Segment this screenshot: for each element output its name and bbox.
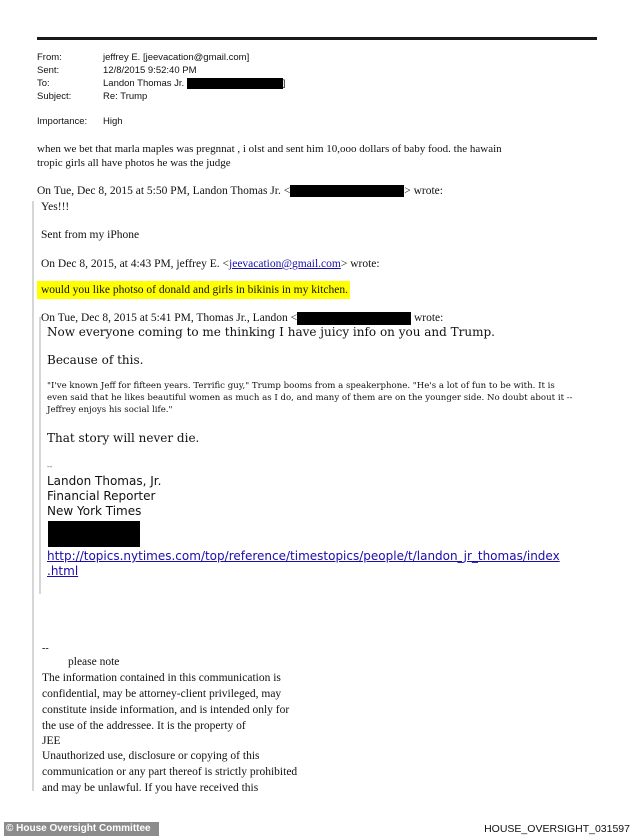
disclaimer-dash: --	[42, 643, 49, 654]
attribution-suffix: > wrote:	[340, 258, 380, 270]
redaction-block	[48, 521, 140, 547]
importance-value: High	[103, 116, 123, 127]
quote-border-outer	[32, 201, 34, 791]
document-id: HOUSE_OVERSIGHT_031597	[484, 823, 630, 835]
disclaimer-line: The information contained in this communication is	[42, 672, 281, 684]
header-rule	[37, 37, 597, 40]
header-to	[37, 77, 285, 90]
disclaimer-line: confidential, may be attorney-client privileged, may	[42, 688, 282, 700]
attribution-suffix: > wrote:	[404, 185, 443, 197]
highlighted-message	[37, 283, 350, 297]
sig-dash: --	[47, 462, 53, 471]
nytimes-profile-link-cont[interactable]: .html	[47, 564, 79, 578]
disclaimer-line: JEE	[42, 735, 61, 747]
quote-border-inner	[39, 317, 41, 594]
trump-quote-line-2: even said that he likes beautiful women as much as I do, and many of them are on the younger side. No doubt about it --	[47, 393, 573, 403]
redaction-block	[187, 78, 283, 89]
attribution-text: On Tue, Dec 8, 2015 at 5:41 PM, Thomas Jr., Landon <	[41, 312, 298, 324]
redaction-block	[290, 185, 404, 197]
quote2-line-2: Because of this.	[47, 353, 144, 367]
quote1-attribution	[37, 184, 443, 198]
to-suffix: ]	[282, 78, 286, 89]
nytimes-profile-link[interactable]: http://topics.nytimes.com/top/reference/timestopics/people/t/landon_jr_thomas/index	[47, 549, 560, 563]
attribution-text: On Tue, Dec 8, 2015 at 5:50 PM, Landon Thomas Jr. <	[37, 185, 291, 197]
copyright-credit: © House Oversight Committee	[4, 822, 159, 836]
quote1-attribution-2	[41, 257, 380, 271]
quote2-attribution	[41, 311, 443, 325]
from-value: jeffrey E. [jeevacation@gmail.com]	[103, 52, 250, 63]
header-sent	[37, 64, 197, 77]
disclaimer-line: communication or any part thereof is strictly prohibited	[42, 766, 298, 778]
header-from	[37, 51, 249, 64]
disclaimer-note: please note	[68, 656, 120, 668]
trump-quote-line-3: Jeffrey enjoys his social life."	[47, 405, 173, 415]
disclaimer-line: Unauthorized use, disclosure or copying of this	[42, 750, 260, 762]
sig-title: Financial Reporter	[47, 489, 156, 503]
header-subject	[37, 90, 147, 103]
disclaimer-line: the use of the addressee. It is the property of	[42, 720, 246, 732]
sig-link-line-1[interactable]	[47, 549, 560, 564]
attribution-suffix: wrote:	[411, 312, 444, 324]
subject-label: Subject:	[37, 91, 72, 102]
sent-label: Sent:	[37, 65, 60, 76]
to-label: To:	[37, 78, 50, 89]
trump-quote-line-1: "I've known Jeff for fifteen years. Terrific guy," Trump booms from a speakerphone. "He's a lot of fun to be with. It is	[47, 381, 555, 391]
reply-line-2: tropic girls all have photos he was the judge	[37, 157, 231, 169]
sig-name: Landon Thomas, Jr.	[47, 474, 162, 488]
header-importance	[37, 115, 123, 128]
from-label: From:	[37, 52, 62, 63]
quote2-line-1: Now everyone coming to me thinking I have juicy info on you and Trump.	[47, 325, 495, 339]
quote2-line-3: That story will never die.	[47, 431, 200, 445]
sent-value: 12/8/2015 9:52:40 PM	[103, 65, 197, 76]
redaction-block	[297, 312, 411, 325]
subject-value: Re: Trump	[103, 91, 148, 102]
importance-label: Importance:	[37, 116, 88, 127]
to-value: Landon Thomas Jr.	[103, 78, 185, 89]
attribution-text: On Dec 8, 2015, at 4:43 PM, jeffrey E. <	[41, 258, 230, 270]
disclaimer-line: and may be unlawful. If you have received this	[42, 782, 259, 794]
sig-org: New York Times	[47, 504, 142, 518]
quote1-text: Yes!!!	[41, 201, 70, 213]
email-link[interactable]: jeevacation@gmail.com	[229, 258, 341, 270]
sig-link-line-2[interactable]	[47, 564, 78, 579]
quote1-signature: Sent from my iPhone	[41, 229, 140, 241]
disclaimer-line: constitute inside information, and is intended only for	[42, 704, 290, 716]
reply-line-1: when we bet that marla maples was pregnnat , i olst and sent him 10,ooo dollars of baby food. the hawain	[37, 143, 502, 155]
highlight: would you like photso of donald and girls in bikinis in my kitchen.	[37, 281, 350, 299]
